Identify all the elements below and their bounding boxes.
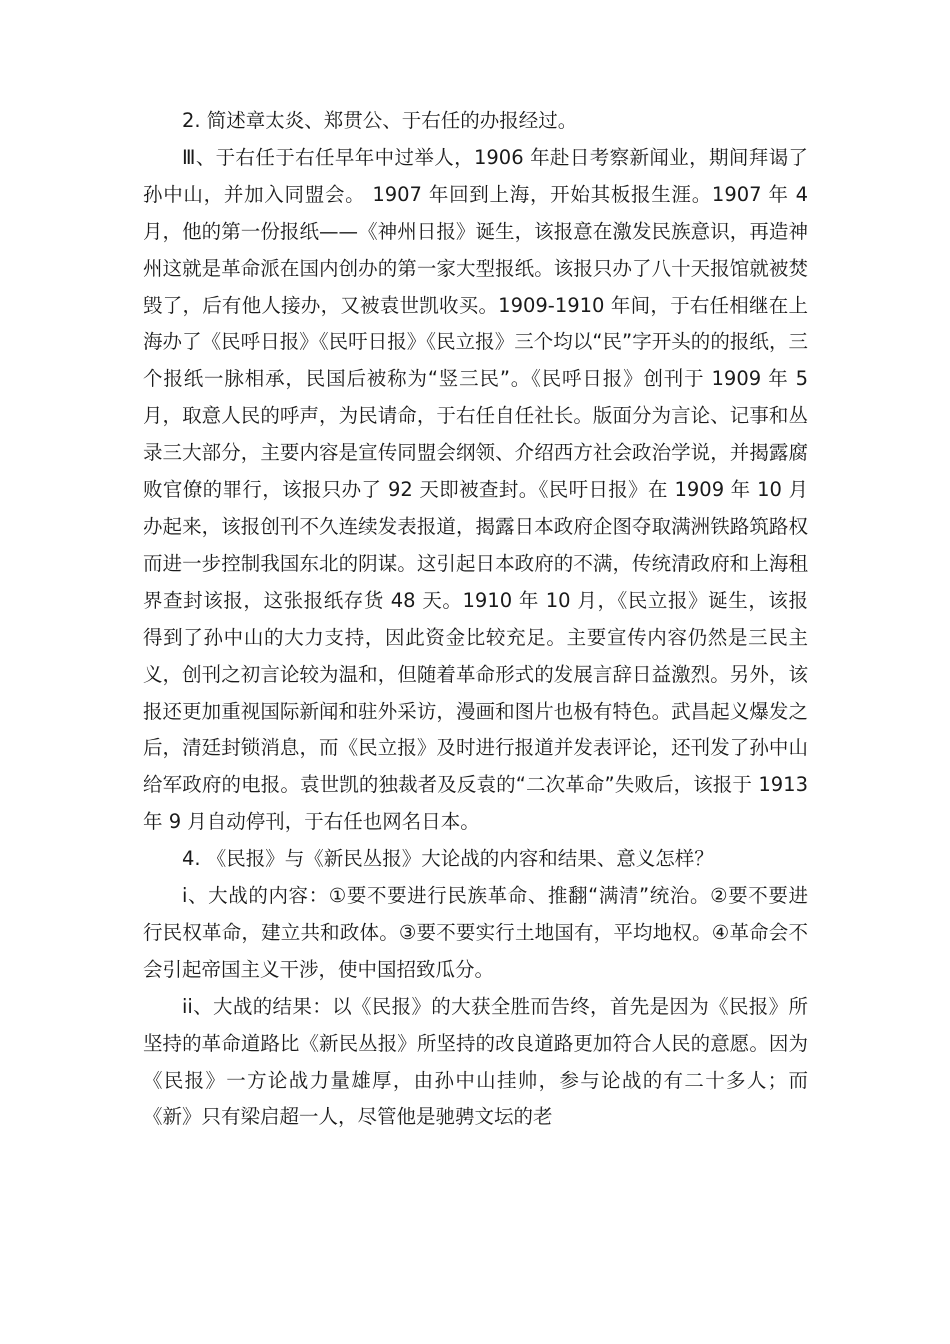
debate-result-paragraph: ii、大战的结果：以《民报》的大获全胜而告终，首先是因为《民报》所坚持的革命道路比《新民丛报》所坚持的改良道路更加符合人民的意愿。因为《民报》一方论战力量雄厚，由孙中山挂帅，参与论战的有二十多人；而《新》只有梁启超一人，尽管他是驰骋文坛的老 (143, 994, 808, 1129)
question-4-heading: 4. 《民报》与《新民丛报》大论战的内容和结果、意义怎样？ (182, 847, 714, 871)
answer-yu-youren-paragraph: Ⅲ、于右任于右任早年中过举人，1906 年赴日考察新闻业，期间拜谒了孙中山，并加入同盟会。 1907 年回到上海，开始其板报生涯。1907 年 4 月，他的第一份报纸——《神州日报》诞生，该报意在激发民族意识，再造神州这就是革命派在国内创办的第一家大型报纸。该报只办了八十天报馆就被焚毁了，后有他人接办，又被袁世凯收买。1909-1910 年间，于右任相继在上海办了《民呼日报》《民吁日报》《民立报》三个均以“民”字开头的的报纸，三个报纸一脉相承，民国后被称为“竖三民”。《民呼日报》创刊于 1909 年 5 月，取意人民的呼声，为民请命，于右任自任社长。版面分为言论、记事和丛录三大部分，主要内容是宣传同盟会纲领、介绍西方社会政治学说，并揭露腐败官僚的罪行，该报只办了 92 天即被查封。《民吁日报》在 1909 年 10 月办起来，该报创刊不久连续发表报道，揭露日本政府企图夺取满洲铁路筑路权而进一步控制我国东北的阴谋。这引起日本政府的不满，传统清政府和上海租界查封该报，这张报纸存货 48 天。1910 年 10 月，《民立报》诞生，该报得到了孙中山的大力支持，因此资金比较充足。主要宣传内容仍然是三民主义，创刊之初言论较为温和，但随着革命形式的发展言辞日益激烈。另外，该报还更加重视国际新闻和驻外采访，漫画和图片也极有特色。武昌起义爆发之后，清廷封锁消息，而《民立报》及时进行报道并发表评论，还刊发了孙中山给军政府的电报。袁世凯的独裁者及反袁的“二次革命”失败后，该报于 1913 年 9 月自动停刊，于右任也网名日本。 (143, 145, 808, 834)
debate-content-paragraph: i、大战的内容：①要不要进行民族革命、推翻“满清”统治。②要不要进行民权革命，建立共和政体。③要不要实行土地国有，平均地权。④革命会不会引起帝国主义干涉，使中国招致瓜分。 (143, 884, 808, 981)
document-page (143, 103, 808, 1136)
question-2-heading: 2. 简述章太炎、郑贯公、于右任的办报经过。 (182, 109, 578, 132)
